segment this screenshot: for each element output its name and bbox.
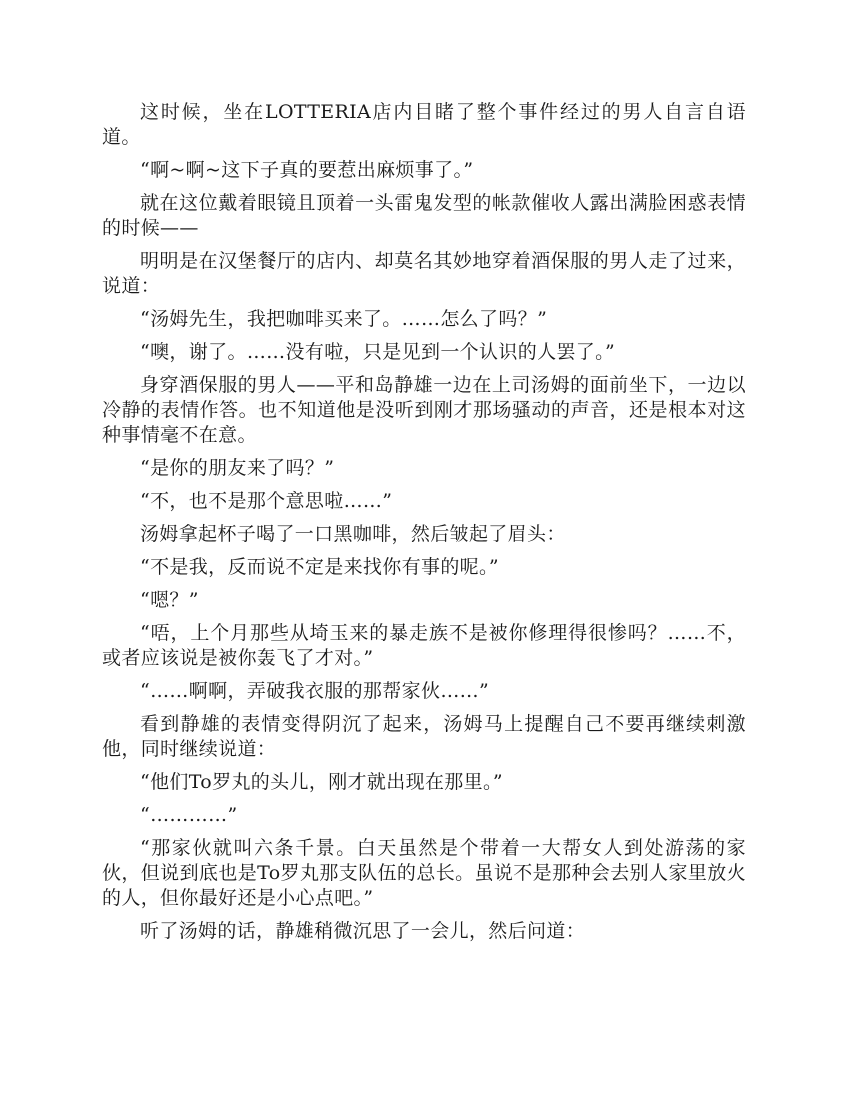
paragraph: “汤姆先生，我把咖啡买来了。……怎么了吗？” [140, 308, 548, 330]
paragraph: 明明是在汉堡餐厅的店内、却莫名其妙地穿着酒保服的男人走了过来，说道： [102, 250, 746, 297]
paragraph: 看到静雄的表情变得阴沉了起来，汤姆马上提醒自己不要再继续刺激他，同时继续说道： [102, 713, 746, 760]
paragraph: “啊~啊~这下子真的要惹出麻烦事了。” [140, 159, 474, 181]
paragraph: 听了汤姆的话，静雄稍微沉思了一会儿，然后问道： [140, 920, 586, 942]
paragraph: 这时候，坐在LOTTERIA店内目睹了整个事件经过的男人自言自语道。 [102, 101, 746, 148]
paragraph: “是你的朋友来了吗？” [140, 457, 335, 479]
paragraph: “那家伙就叫六条千景。白天虽然是个带着一大帮女人到处游荡的家伙，但说到底也是To罗丸那支队伍的总长。虽说不是那种会去别人家里放火的人，但你最好还是小心点吧。” [102, 837, 746, 909]
paragraph: “不，也不是那个意思啦……” [140, 490, 393, 512]
document-page [102, 100, 746, 952]
paragraph: “不是我，反而说不定是来找你有事的呢。” [140, 556, 499, 578]
paragraph: 身穿酒保服的男人——平和岛静雄一边在上司汤姆的面前坐下，一边以冷静的表情作答。也不知道他是没听到刚才那场骚动的声音，还是根本对这种事情毫不在意。 [102, 374, 746, 446]
paragraph: “…………” [140, 804, 238, 826]
paragraph: “嗯？” [140, 589, 199, 611]
paragraph: 汤姆拿起杯子喝了一口黑咖啡，然后皱起了眉头： [140, 523, 566, 545]
paragraph: 就在这位戴着眼镜且顶着一头雷鬼发型的帐款催收人露出满脸困惑表情的时候—— [102, 192, 746, 239]
paragraph: “噢，谢了。……没有啦，只是见到一个认识的人罢了。” [140, 341, 616, 363]
paragraph: “……啊啊，弄破我衣服的那帮家伙……” [140, 680, 490, 702]
paragraph: “他们To罗丸的头儿，刚才就出现在那里。” [140, 771, 503, 793]
paragraph: “唔，上个月那些从埼玉来的暴走族不是被你修理得很惨吗？……不，或者应该说是被你轰飞了才对。” [102, 622, 746, 669]
